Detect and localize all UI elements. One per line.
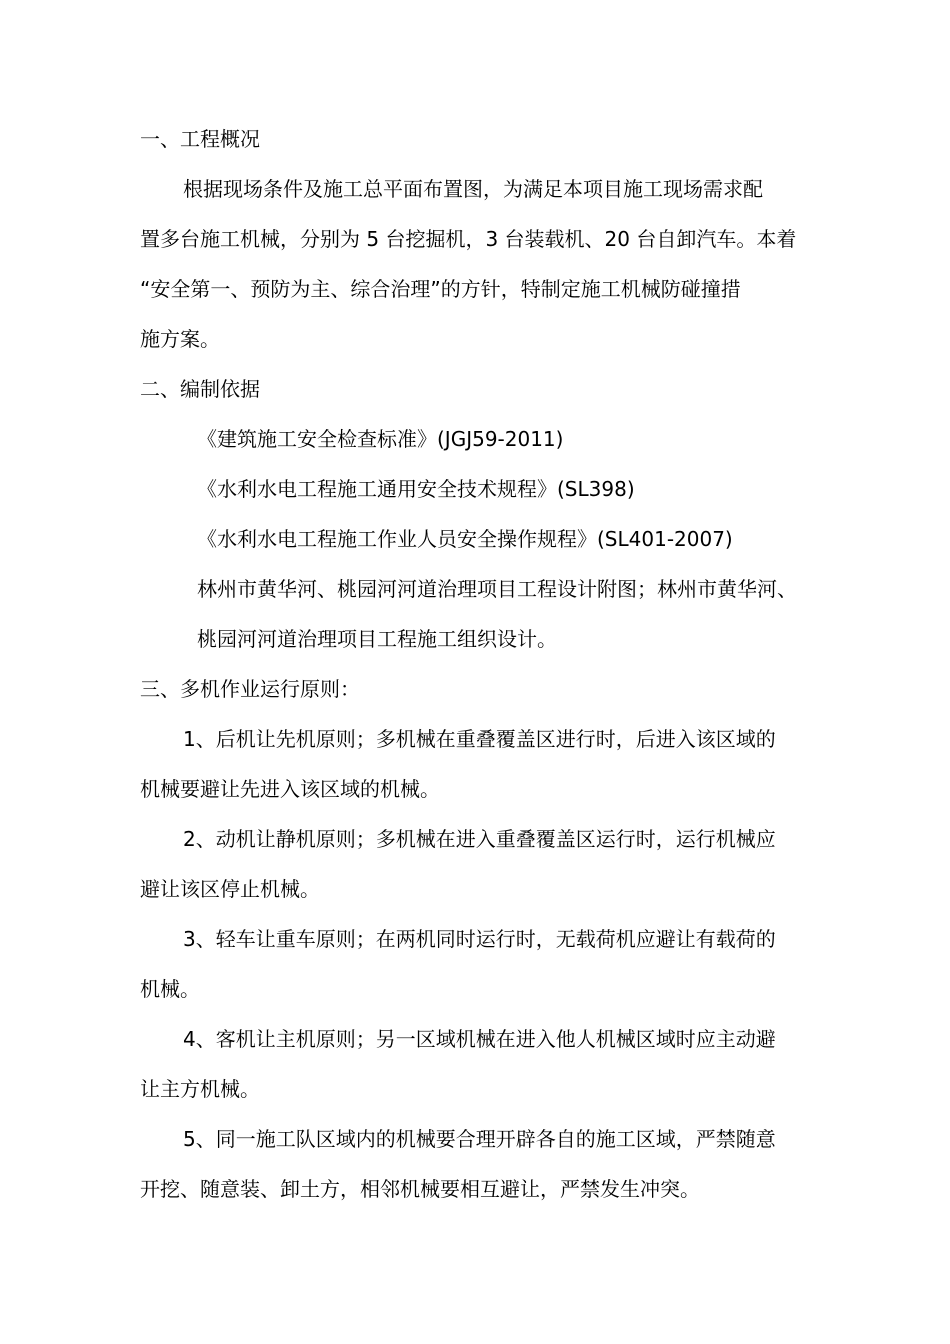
- rule-2-line: 2、动机让静机原则；多机械在进入重叠覆盖区运行时，运行机械应: [183, 827, 776, 851]
- design-reference-line: 林州市黄华河、桃园河河道治理项目工程设计附图；林州市黄华河、: [197, 577, 797, 601]
- rule-1-line: 1、后机让先机原则；多机械在重叠覆盖区进行时，后进入该区域的: [183, 727, 776, 751]
- section-3-heading: 三、多机作业运行原则：: [140, 677, 360, 701]
- rule-5-line: 5、同一施工队区域内的机械要合理开辟各自的施工区域，严禁随意: [183, 1127, 776, 1151]
- section-1-paragraph-line: 施方案。: [140, 327, 220, 351]
- reference-item: 《水利水电工程施工通用安全技术规程》(SL398): [197, 477, 635, 501]
- reference-item: 《水利水电工程施工作业人员安全操作规程》(SL401-2007): [197, 527, 733, 551]
- section-1-paragraph-line: “安全第一、预防为主、综合治理”的方针，特制定施工机械防碰撞措: [140, 277, 741, 301]
- rule-3-line: 3、轻车让重车原则；在两机同时运行时，无载荷机应避让有载荷的: [183, 927, 776, 951]
- section-1-heading: 一、工程概况: [140, 127, 260, 151]
- section-1-paragraph-line: 置多台施工机械，分别为 5 台挖掘机，3 台装载机、20 台自卸汽车。本着: [140, 227, 797, 251]
- rule-4-line: 4、客机让主机原则；另一区域机械在进入他人机械区域时应主动避: [183, 1027, 776, 1051]
- reference-item: 《建筑施工安全检查标准》(JGJ59-2011): [197, 427, 564, 451]
- section-1-paragraph-line: 根据现场条件及施工总平面布置图，为满足本项目施工现场需求配: [183, 177, 763, 201]
- rule-5-continuation: 开挖、随意装、卸土方，相邻机械要相互避让，严禁发生冲突。: [140, 1177, 700, 1201]
- rule-2-continuation: 避让该区停止机械。: [140, 877, 320, 901]
- rule-4-continuation: 让主方机械。: [140, 1077, 260, 1101]
- rule-1-continuation: 机械要避让先进入该区域的机械。: [140, 777, 440, 801]
- section-2-heading: 二、编制依据: [140, 377, 260, 401]
- rule-3-continuation: 机械。: [140, 977, 200, 1001]
- design-reference-line: 桃园河河道治理项目工程施工组织设计。: [197, 627, 557, 651]
